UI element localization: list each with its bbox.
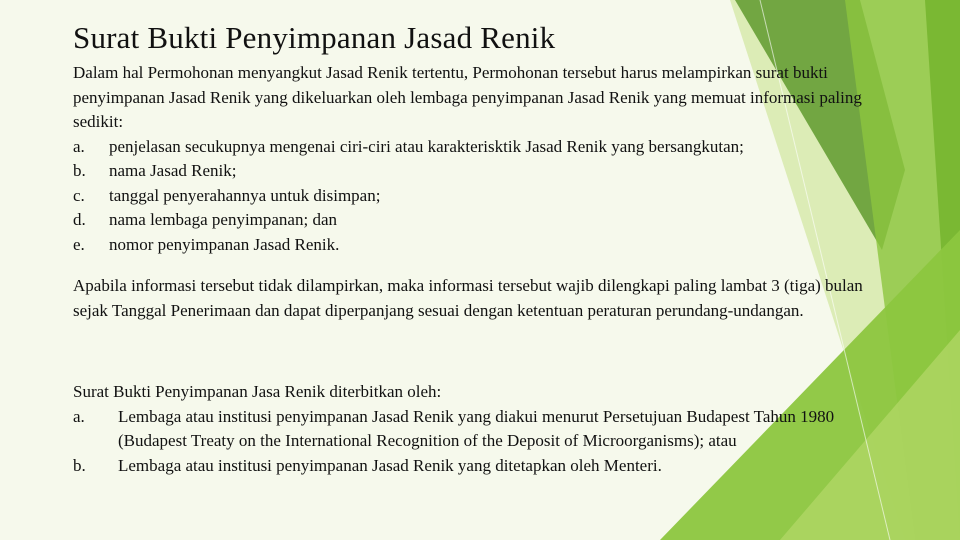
deadline-paragraph: Apabila informasi tersebut tidak dilampirkan, maka informasi tersebut wajib dilengkapi paling lambat 3 (tiga) bulan sejak Tanggal Penerimaan dan dapat diperpanjang sesuai dengan ketentuan peraturan perundang-undangan. [73, 276, 863, 320]
issuer-item-label: a. [73, 406, 85, 426]
issuer-item [73, 405, 883, 454]
list-item [73, 159, 893, 184]
list-item-label: c. [73, 185, 85, 205]
issuers-block [73, 380, 883, 478]
list-item [73, 208, 893, 233]
list-item [73, 184, 893, 209]
issuer-item [73, 454, 883, 479]
requirements-block [73, 61, 893, 257]
list-item-label: d. [73, 210, 86, 229]
slide-title: Surat Bukti Penyimpanan Jasad Renik [73, 20, 556, 55]
issuer-item-text: Lembaga atau institusi penyimpanan Jasad Renik yang ditetapkan oleh Menteri. [118, 455, 662, 475]
deadline-block [73, 274, 863, 323]
list-item [73, 233, 893, 258]
issuers-intro: Surat Bukti Penyimpanan Jasa Renik diterbitkan oleh: [73, 382, 442, 401]
list-item-text: nama Jasad Renik; [109, 161, 237, 180]
issuer-item-label: b. [73, 455, 86, 475]
list-item-text: nomor penyimpanan Jasad Renik. [109, 234, 340, 254]
intro-paragraph: Dalam hal Permohonan menyangkut Jasad Renik tertentu, Permohonan tersebut harus melampirkan surat bukti penyimpanan Jasad Renik yang dikeluarkan oleh lembaga penyimpanan Jasad Renik yang memuat informasi paling sedikit: [73, 63, 862, 131]
list-item-text: nama lembaga penyimpanan; dan [109, 210, 337, 229]
list-item-text: tanggal penyerahannya untuk disimpan; [109, 185, 381, 205]
list-item-label: a. [73, 136, 85, 156]
list-item-text: penjelasan secukupnya mengenai ciri-ciri atau karakterisktik Jasad Renik yang bersangkutan; [109, 136, 744, 156]
issuer-item-text: Lembaga atau institusi penyimpanan Jasad Renik yang diakui menurut Persetujuan Budapest Tahun 1980 (Budapest Treaty on the International Recognition of the Deposit of Microorganisms); atau [118, 406, 835, 450]
list-item-label: e. [73, 234, 85, 254]
list-item [73, 135, 893, 160]
list-item-label: b. [73, 161, 86, 180]
